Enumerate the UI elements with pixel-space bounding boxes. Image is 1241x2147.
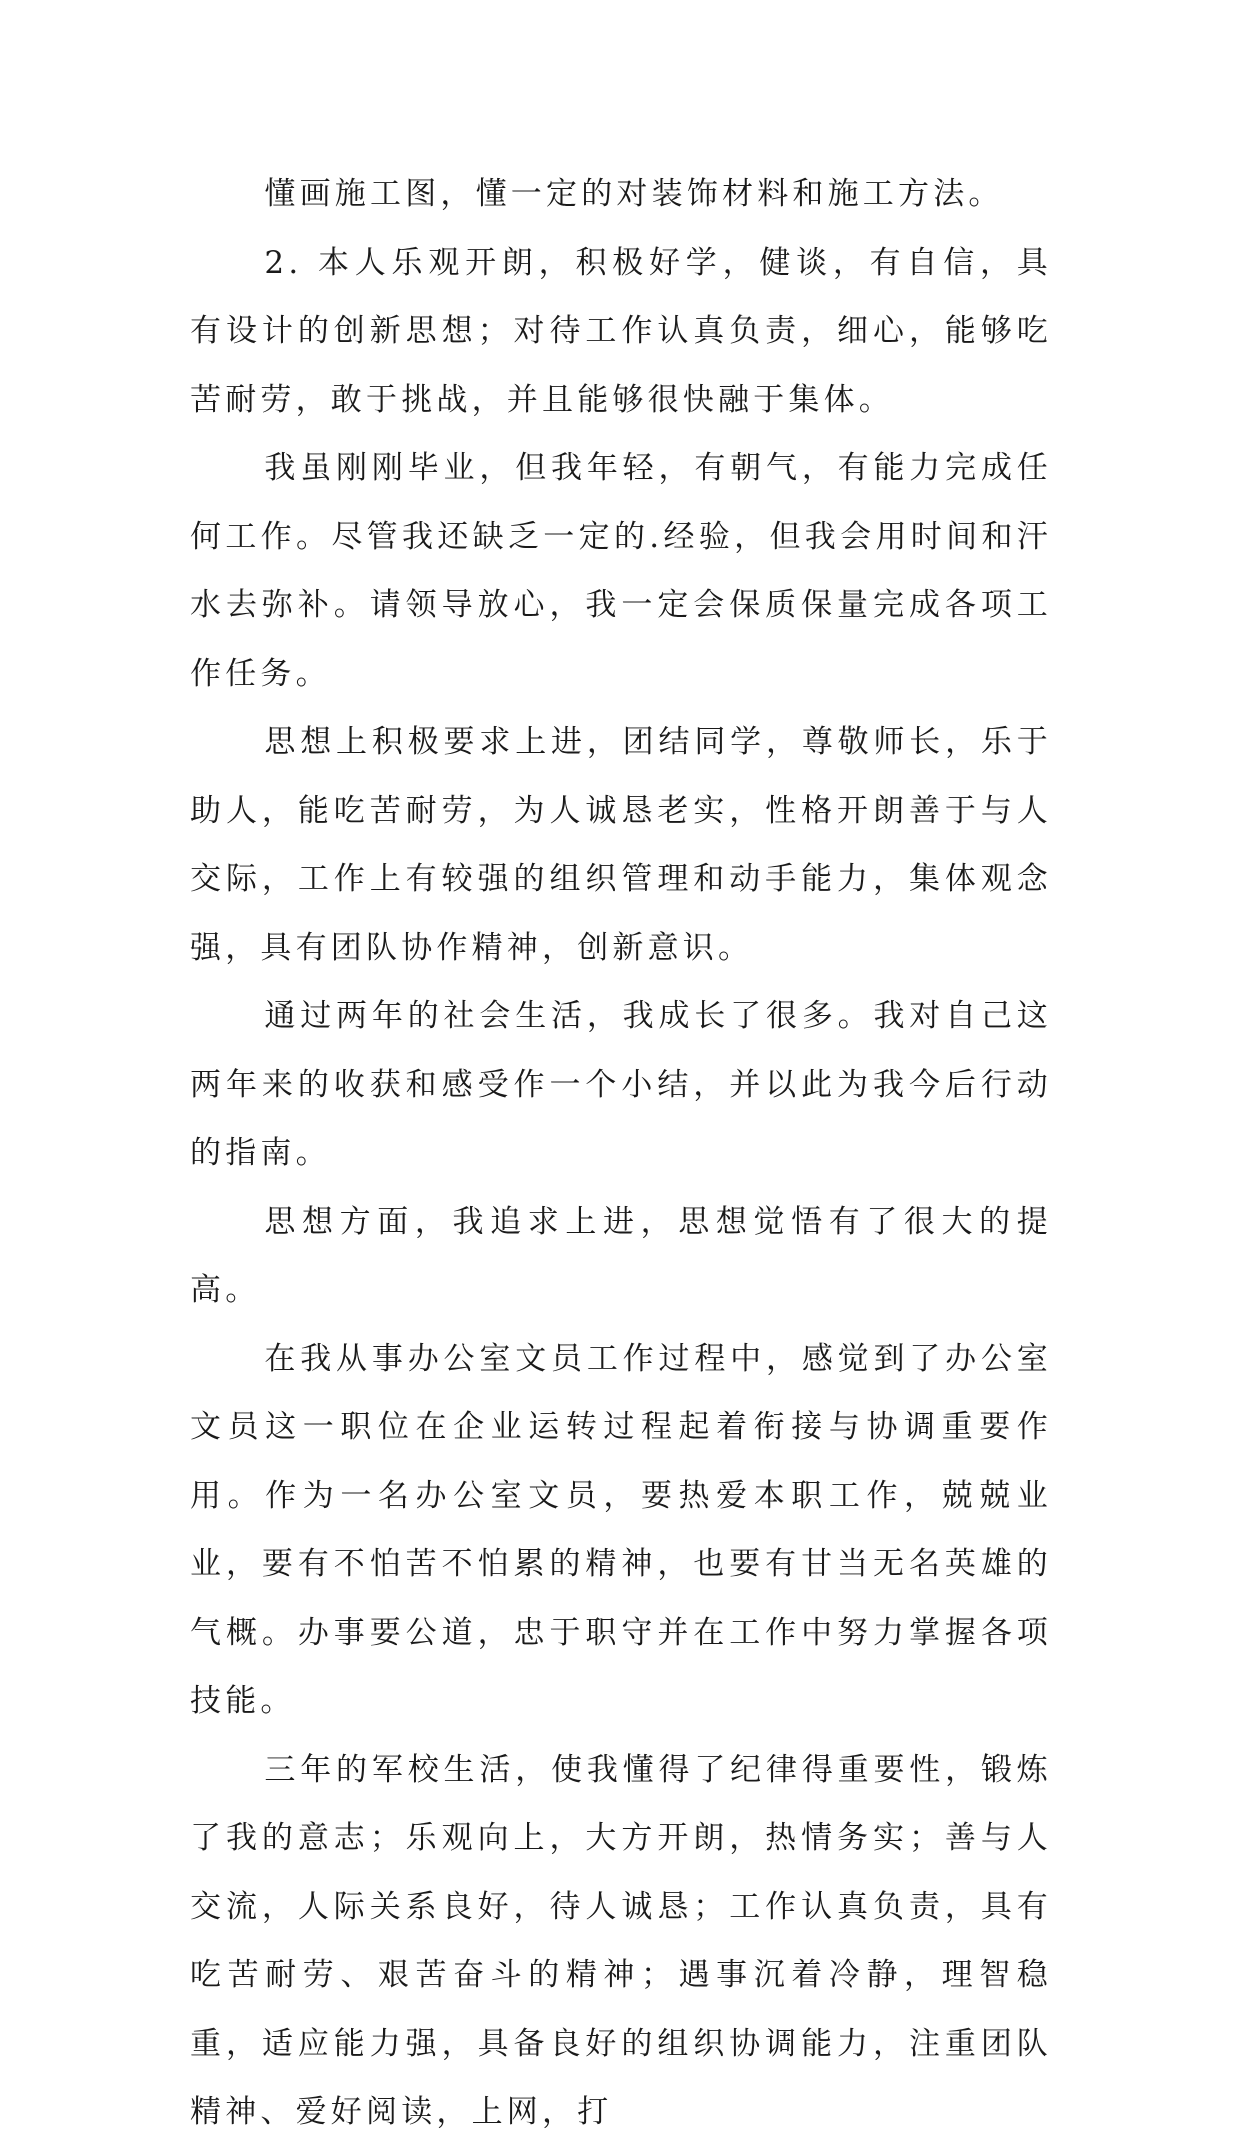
document-body bbox=[190, 160, 1052, 2147]
paragraph-3: 我虽刚刚毕业，但我年轻，有朝气，有能力完成任何工作。尽管我还缺乏一定的.经验，但我会用时间和汗水去弥补。请领导放心，我一定会保质保量完成各项工作任务。 bbox=[190, 450, 1052, 692]
paragraph-6: 思想方面，我追求上进，思想觉悟有了很大的提高。 bbox=[190, 1203, 1052, 1308]
paragraph-4: 思想上积极要求上进，团结同学，尊敬师长，乐于助人，能吃苦耐劳，为人诚恳老实，性格开朗善于与人交际，工作上有较强的组织管理和动手能力，集体观念强，具有团队协作精神，创新意识。 bbox=[190, 724, 1052, 966]
paragraph-2: 2. 本人乐观开朗，积极好学，健谈，有自信，具有设计的创新思想；对待工作认真负责，细心，能够吃苦耐劳，敢于挑战，并且能够很快融于集体。 bbox=[190, 244, 1052, 418]
paragraph-7: 在我从事办公室文员工作过程中，感觉到了办公室文员这一职位在企业运转过程起着衔接与协调重要作用。作为一名办公室文员，要热爱本职工作，兢兢业业，要有不怕苦不怕累的精神，也要有甘当无名英雄的气概。办事要公道，忠于职守并在工作中努力掌握各项技能。 bbox=[190, 1340, 1052, 1719]
paragraph-1: 懂画施工图，懂一定的对装饰材料和施工方法。 bbox=[264, 176, 1004, 212]
paragraph-5: 通过两年的社会生活，我成长了很多。我对自己这两年来的收获和感受作一个小结，并以此为我今后行动的指南。 bbox=[190, 998, 1052, 1171]
paragraph-8: 三年的军校生活，使我懂得了纪律得重要性，锻炼了我的意志；乐观向上，大方开朗，热情务实；善与人交流，人际关系良好，待人诚恳；工作认真负责，具有吃苦耐劳、艰苦奋斗的精神；遇事沉着冷静，理智稳重，适应能力强，具备良好的组织协调能力，注重团队精神、爱好阅读，上网，打 bbox=[190, 1751, 1052, 2130]
